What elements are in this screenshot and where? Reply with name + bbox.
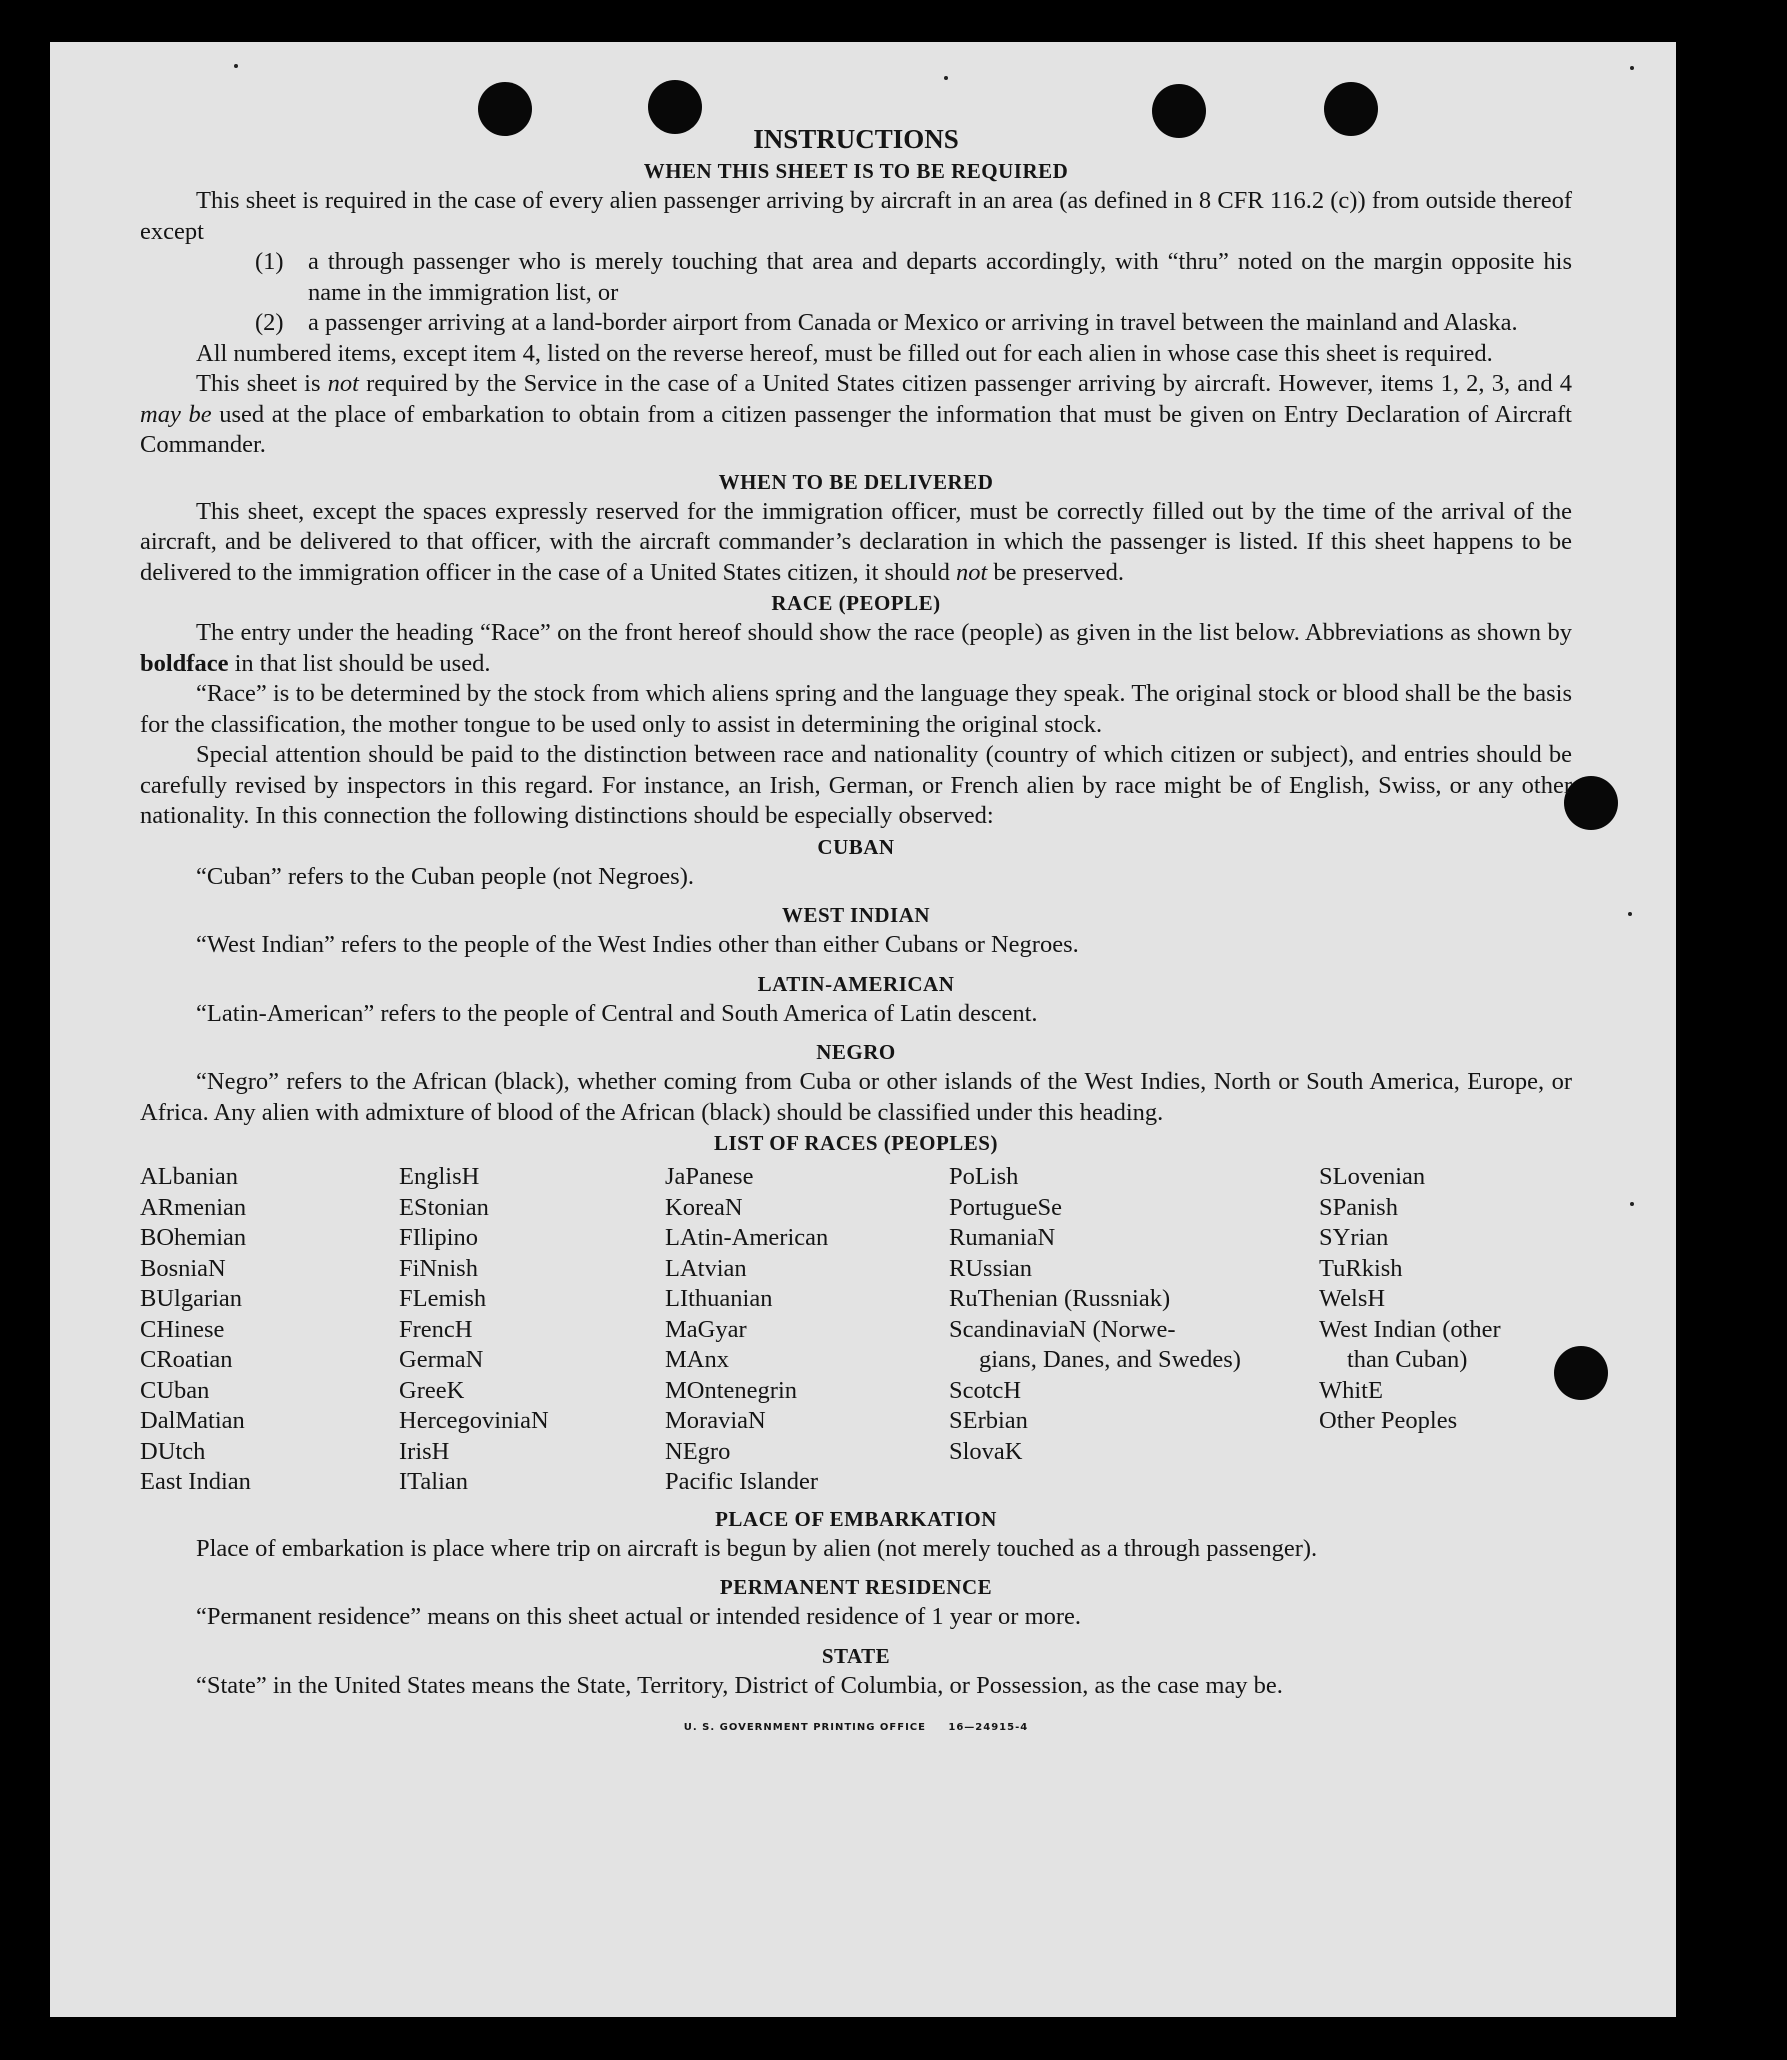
document-page [50,42,1676,2017]
race-entry: MaGyar [665,1315,747,1343]
race-entry: gians, Danes, and Swedes) [979,1346,1241,1373]
race-entry: LAtvian [665,1254,747,1282]
race-entry: JaPanese [665,1163,754,1190]
paragraph [140,497,1572,589]
race-entry: KoreaN [665,1193,743,1221]
text-run: in that list should be used. [228,649,491,677]
race-entry: EnglisH [399,1163,480,1190]
section-heading: CUBAN [817,834,895,859]
race-entry: ALbanian [140,1163,238,1190]
race-entry: PoLish [949,1163,1019,1190]
race-entry: SYrian [1319,1224,1389,1251]
race-entry: SErbian [949,1407,1028,1434]
paragraph: “Cuban” refers to the Cuban people (not Negroes). [196,862,694,890]
speck [944,76,948,80]
paragraph: This sheet is required in the case of every alien passenger arriving by aircraft in an area (as defined in 8 CFR 116.2 (c)) from outside thereof except [140,187,1572,245]
race-entry: FIlipino [399,1224,478,1251]
races-column [1319,1162,1572,1498]
race-entry: SlovaK [949,1437,1023,1465]
list-item [140,247,1572,308]
item-number: (1) [255,248,284,275]
punch-hole [1564,776,1618,830]
paragraph: All numbered items, except item 4, listed on the reverse hereof, must be filled out for each alien in whose case this sheet is required. [196,339,1493,367]
race-entry: MoraviaN [665,1407,766,1434]
bold-word: boldface [140,649,229,677]
section-heading: PERMANENT RESIDENCE [719,1575,993,1599]
race-entry: PortugueSe [949,1193,1062,1221]
race-entry: RuThenian (Russniak) [949,1285,1171,1312]
paragraph [140,618,1572,679]
text-run: required by the Service in the case of a United States citizen passenger arriving by aircraft. However, items 1, 2, 3, and 4 [358,370,1572,397]
paragraph: “Latin-American” refers to the people of Central and South America of Latin descent. [196,999,1038,1027]
item-text: a passenger arriving at a land-border airport from Canada or Mexico or arriving in travel between the mainland and Alaska. [308,309,1518,336]
race-entry: RUssian [949,1254,1033,1282]
race-entry: FiNnish [399,1254,478,1282]
item-text: a through passenger who is merely touching that area and departs accordingly, with “thru” noted on the margin opposite his name in the immigration list, or [308,248,1572,306]
race-entry: CUban [140,1376,210,1404]
emphasis: may be [140,400,212,428]
race-entry: ScandinaviaN (Norwe- [949,1315,1176,1343]
race-entry: MAnx [665,1346,729,1373]
section-heading: LATIN-AMERICAN [757,971,955,996]
paragraph: “State” in the United States means the State, Territory, District of Columbia, or Possession, as the case may be. [196,1671,1283,1699]
race-entry: DUtch [140,1437,206,1465]
race-entry: NEgro [665,1437,731,1465]
race-entry: West Indian (other [1319,1315,1501,1343]
race-entry: GreeK [399,1376,465,1404]
race-entry: Pacific Islander [665,1468,819,1495]
section-heading: LIST OF RACES (PEOPLES) [714,1131,998,1155]
races-column [399,1162,665,1498]
paragraph: “West Indian” refers to the people of the West Indies other than either Cubans or Negroes. [196,931,1079,958]
text-run: The entry under the heading “Race” on the front hereof should show the race (people) as given in the list below. Abbreviations as shown by [196,619,1572,646]
race-entry: than Cuban) [1347,1346,1468,1373]
race-entry: FrencH [399,1315,473,1343]
speck [1630,66,1634,70]
race-entry: MOntenegrin [665,1376,797,1404]
race-entry: FLemish [399,1285,487,1312]
emphasis: not [955,558,988,586]
race-entry: Other Peoples [1319,1407,1458,1434]
speck [1628,912,1632,916]
section-heading: WHEN THIS SHEET IS TO BE REQUIRED [643,159,1069,183]
race-entry: GermaN [399,1346,484,1373]
race-entry: SPanish [1319,1193,1398,1221]
races-column [140,1162,399,1498]
section-heading: NEGRO [816,1040,896,1064]
paragraph: Special attention should be paid to the distinction between race and nationality (country of which citizen or subject), and entries should be carefully revised by inspectors in this regard. For instance, an Irish, German, or French alien by race might be of English, Swiss, or any other nationality. In this connection the following distinctions should be especially observed: [140,741,1572,829]
race-entry: WelsH [1319,1285,1386,1312]
text-run: be preserved. [987,558,1125,586]
section-heading: WEST INDIAN [781,903,931,927]
item-number: (2) [255,309,284,336]
section-heading: WHEN TO BE DELIVERED [718,469,994,494]
list-item [140,308,1572,339]
race-entry: TuRkish [1319,1254,1403,1282]
race-entry: East Indian [140,1468,251,1495]
section-heading: PLACE OF EMBARKATION [715,1506,997,1531]
section-heading: STATE [821,1643,891,1668]
race-entry: LIthuanian [665,1285,773,1312]
section-heading: RACE (PEOPLE) [771,591,941,615]
text-run: used at the place of embarkation to obtain from a citizen passenger the information that must be given on Entry Declaration of Aircraft Commander. [140,400,1572,458]
race-entry: HercegoviniaN [399,1407,549,1434]
race-entry: LAtin-American [665,1224,829,1251]
page-title: INSTRUCTIONS [753,124,959,154]
race-entry: DalMatian [140,1407,245,1434]
paragraph [140,369,1572,461]
speck [1630,1202,1634,1206]
speck [234,64,238,68]
race-entry: BUlgarian [140,1285,243,1312]
races-column [665,1162,949,1498]
race-entry: ITalian [399,1468,469,1495]
text-run: This sheet, except the spaces expressly reserved for the immigration officer, must be correctly filled out by the time of the arrival of the aircraft, and be delivered to that officer, with the aircraft commander’s declaration in which the passenger is listed. If this sheet happens to be delivered to the immigration officer in the case of a United States citizen, it should [140,497,1572,586]
race-entry: ScotcH [949,1376,1022,1404]
race-entry: CHinese [140,1315,225,1343]
race-entry: BosniaN [140,1254,226,1282]
race-entry: IrisH [399,1437,450,1465]
race-entry: BOhemian [140,1224,247,1251]
text-run: This sheet is [196,370,328,397]
races-list [140,1162,1572,1498]
race-entry: CRoatian [140,1346,233,1373]
instructions-content [140,122,1572,1744]
races-column [949,1162,1319,1498]
paragraph: “Negro” refers to the African (black), whether coming from Cuba or other islands of the West Indies, North or South America, Europe, or Africa. Any alien with admixture of blood of the African (black) should be classified under this heading. [140,1068,1572,1126]
emphasis: not [327,370,359,397]
paragraph: “Permanent residence” means on this sheet actual or intended residence of 1 year or more. [196,1603,1082,1630]
race-entry: SLovenian [1319,1163,1426,1190]
race-entry: ARmenian [140,1193,247,1221]
paragraph: Place of embarkation is place where trip on aircraft is begun by alien (not merely touched as a through passenger). [196,1534,1318,1562]
race-entry: EStonian [399,1193,489,1221]
race-entry: WhitE [1319,1376,1383,1404]
paragraph: “Race” is to be determined by the stock from which aliens spring and the language they speak. The original stock or blood shall be the basis for the classification, the mother tongue to be used only to assist in determining the original stock. [140,680,1572,738]
race-entry: RumaniaN [949,1224,1056,1251]
printing-office-footer: U. S. GOVERNMENT PRINTING OFFICE 16—24915-4 [683,1722,1029,1733]
